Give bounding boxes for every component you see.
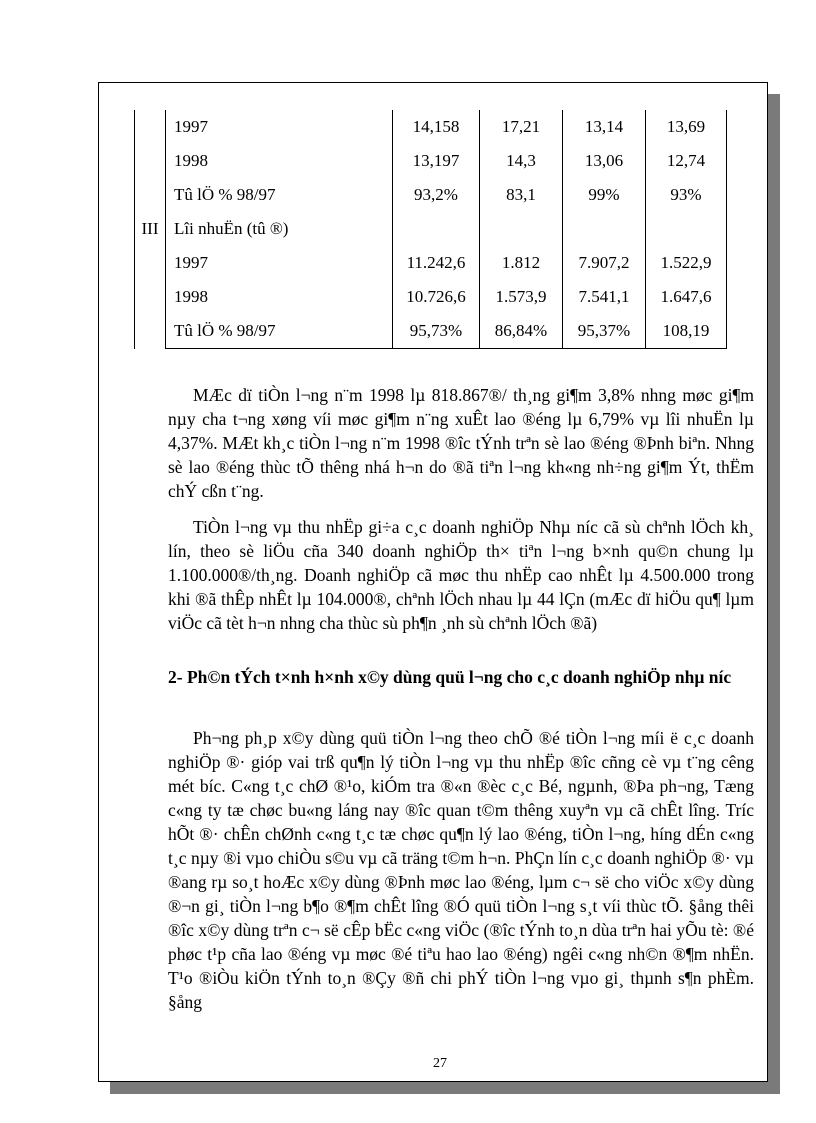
table-cell: 1.522,9 xyxy=(646,246,727,280)
table-cell: 93,2% xyxy=(393,178,480,212)
table-cell: 10.726,6 xyxy=(393,280,480,314)
table-cell: 95,73% xyxy=(393,314,480,349)
table-cell: 93% xyxy=(646,178,727,212)
table-cell: 95,37% xyxy=(563,314,646,349)
paragraph-wage-fund-method: Ph¬ng ph¸p x©y dùng quü tiÒn l¬ng theo chÕ ®é tiÒn l¬ng míi ë c¸c doanh nghiÖp ®· gióp vai trß qu¶n lý tiÒn l¬ng vµ thu nhËp ®îc cñng cè vµ t¨ng cêng mét bíc. C«ng t¸c chØ ®¹o, kiÓm tra ®«n ®èc c¸c Bé, ngµnh, ®Þa ph¬ng, Tæng c«ng ty tæ chøc bu«ng láng nay ®îc quan t©m thêng xuyªn vµ cã chÊt lîng. Tríc hÕt ®· chÊn chØnh c«ng t¸c tæ chøc qu¶n lý lao ®éng, tiÒn l¬ng, híng dÉn c«ng t¸c nµy ®i vµo chiÒu s©u vµ cã träng t©m h¬n. PhÇn lín c¸c doanh nghiÖp ®· vµ ®ang rµ so¸t hoÆc x©y dùng ®Þnh møc lao ®éng, lµm c¬ së cho viÖc x©y dùng ®¬n gi¸ tiÒn l¬ng b¶o ®¶m chÊt lîng ®Ó quü tiÒn l¬ng s¸t víi thùc tÕ. §ång thêi ®îc x©y dùng trªn c¬ së cÊp bËc c«ng viÖc (®îc tÝnh to¸n dùa trªn hai yÕu tè: ®é phøc t¹p cña lao ®éng vµ møc ®é tiªu hao lao ®éng) ngêi c«ng nh©n ®¶m nhËn. T¹o ®iÒu kiÖn tÝnh to¸n ®Çy ®ñ chi phÝ tiÒn l¬ng vµo gi¸ thµnh s¶n phÈm. §ång xyxy=(168,728,754,1012)
table-cell: 108,19 xyxy=(646,314,727,349)
table-cell: 99% xyxy=(563,178,646,212)
table-cell: 86,84% xyxy=(480,314,563,349)
table-cell xyxy=(646,212,727,246)
row-label: Tû lÖ % 98/97 xyxy=(166,178,393,212)
table-cell: 13,69 xyxy=(646,110,727,144)
section-heading: 2- Ph©n tÝch t×nh h×nh x©y dùng quü l¬ng cho c¸c doanh nghiÖp nhµ níc xyxy=(168,667,732,687)
page-shadow-right xyxy=(768,94,780,1094)
table-cell: 14,158 xyxy=(393,110,480,144)
table-row xyxy=(135,144,727,178)
table-cell xyxy=(393,212,480,246)
page-number: 27 xyxy=(433,1056,447,1071)
table-cell: 14,3 xyxy=(480,144,563,178)
table-cell: 13,06 xyxy=(563,144,646,178)
row-label: 1997 xyxy=(166,110,393,144)
row-label: Tû lÖ % 98/97 xyxy=(166,314,393,349)
table-cell xyxy=(563,212,646,246)
table-row xyxy=(135,314,727,349)
page-shadow-bottom xyxy=(110,1082,780,1094)
table-cell: 12,74 xyxy=(646,144,727,178)
table-row xyxy=(135,212,727,246)
row-label: Lîi nhuËn (tû ®) xyxy=(166,212,393,246)
table-cell: 7.541,1 xyxy=(563,280,646,314)
row-label: 1998 xyxy=(166,144,393,178)
table-row xyxy=(135,280,727,314)
table-cell: 13,14 xyxy=(563,110,646,144)
table-cell xyxy=(480,212,563,246)
table-row xyxy=(135,178,727,212)
row-label: 1998 xyxy=(166,280,393,314)
table-cell: 13,197 xyxy=(393,144,480,178)
table-cell: 1.812 xyxy=(480,246,563,280)
table-cell: 7.907,2 xyxy=(563,246,646,280)
section-number: III xyxy=(135,110,166,349)
table-row xyxy=(135,110,727,144)
statistics-table xyxy=(134,110,727,349)
paragraph-income-gap: TiÒn l¬ng vµ thu nhËp gi÷a c¸c doanh nghiÖp Nhµ níc cã sù chªnh lÖch kh¸ lín, theo sè liÖu cña 340 doanh nghiÖp th× tiªn l¬ng b×nh qu©n chung lµ 1.100.000®/th¸ng. Doanh nghiÖp cã møc thu nhËp cao nhÊt lµ 4.500.000 trong khi ®ã thÊp nhÊt lµ 104.000®, chªnh lÖch nhau lµ 44 lÇn (mÆc dï hiÖu qu¶ lµm viÖc cã tèt h¬n nhng cha thùc sù ph¶n ¸nh sù chªnh lÖch ®ã) xyxy=(168,517,754,633)
table-cell: 17,21 xyxy=(480,110,563,144)
table-cell: 1.647,6 xyxy=(646,280,727,314)
row-label: 1997 xyxy=(166,246,393,280)
table-cell: 1.573,9 xyxy=(480,280,563,314)
table-cell: 83,1 xyxy=(480,178,563,212)
table-cell: 11.242,6 xyxy=(393,246,480,280)
paragraph-salary-decline: MÆc dï tiÒn l¬ng n¨m 1998 lµ 818.867®/ th¸ng gi¶m 3,8% nhng møc gi¶m nµy cha t¬ng xøng víi møc gi¶m n¨ng xuÊt lao ®éng lµ 6,79% vµ lîi nhuËn lµ 4,37%. MÆt kh¸c tiÒn l¬ng n¨m 1998 ®îc tÝnh trªn sè lao ®éng ®Þnh biªn. Nhng sè lao ®éng thùc tÕ thêng nhá h¬n do ®ã tiªn l¬ng kh«ng nh÷ng gi¶m Ýt, thËm chÝ cßn t¨ng. xyxy=(168,385,754,501)
table-row xyxy=(135,246,727,280)
